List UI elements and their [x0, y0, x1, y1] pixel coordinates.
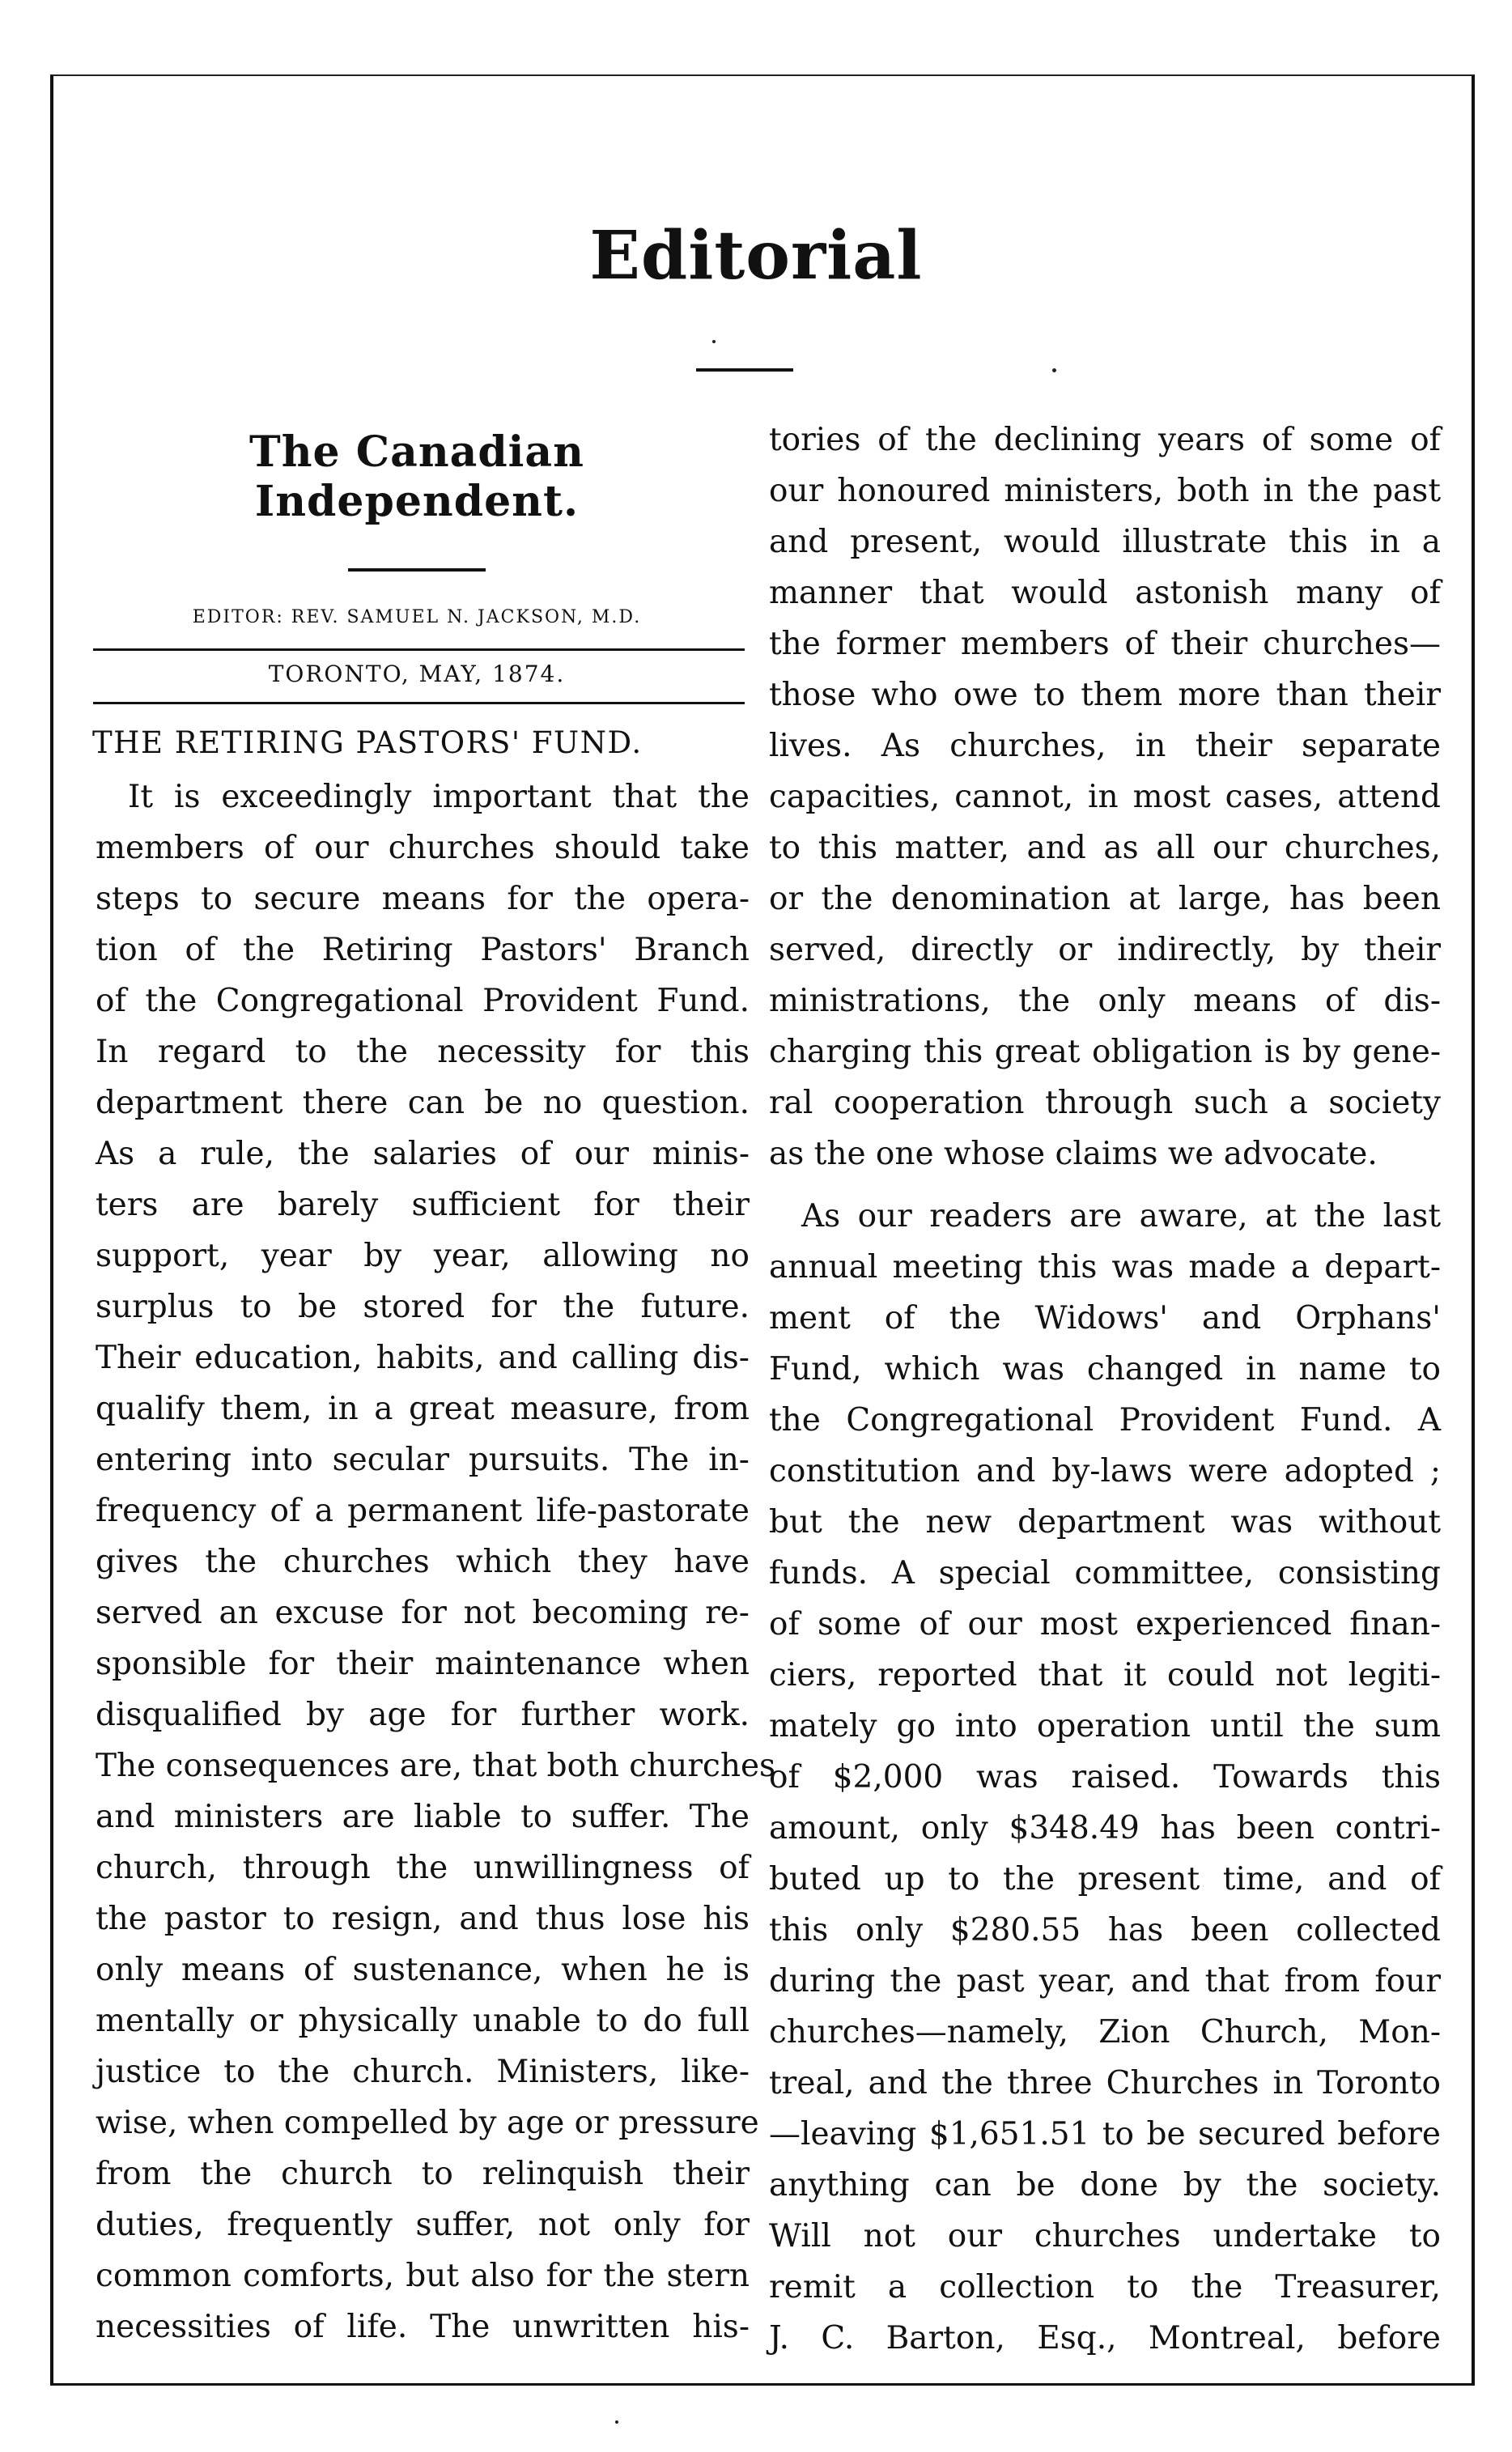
- text-line: support, year by year, allowing no: [96, 1238, 750, 1274]
- text-line: ment of the Widows' and Orphans': [769, 1300, 1441, 1336]
- text-line: of $2,000 was raised. Towards this: [769, 1759, 1441, 1795]
- text-line: of some of our most experienced finan-: [769, 1606, 1441, 1642]
- text-line: constitution and by-laws were adopted ;: [769, 1453, 1441, 1489]
- article-title: THE RETIRING PASTORS' FUND.: [92, 725, 643, 760]
- text-line: common comforts, but also for the stern: [96, 2258, 750, 2294]
- text-line: and ministers are liable to suffer. The: [96, 1799, 750, 1835]
- text-line: —leaving $1,651.51 to be secured before: [769, 2116, 1441, 2152]
- print-speck: [1052, 368, 1056, 372]
- article-body-left: [96, 771, 776, 2352]
- text-line: or the denomination at large, has been: [769, 881, 1441, 917]
- left-column: [81, 421, 776, 2352]
- text-line: Their education, habits, and calling dis-: [96, 1340, 750, 1376]
- text-line: the Congregational Provident Fund. A: [769, 1402, 1441, 1438]
- text-line: ral cooperation through such a society: [769, 1085, 1441, 1121]
- text-line: lives. As churches, in their separate: [769, 728, 1441, 764]
- text-line: As our readers are aware, at the last: [801, 1198, 1441, 1234]
- text-line: annual meeting this was made a depart-: [769, 1249, 1441, 1285]
- text-line: duties, frequently suffer, not only for: [96, 2207, 750, 2243]
- paper-name-rule: [348, 568, 486, 572]
- section-title: Editorial: [589, 217, 923, 295]
- text-line: ministrations, the only means of dis-: [769, 983, 1441, 1019]
- text-line: from the church to relinquish their: [96, 2156, 750, 2192]
- text-line: but the new department was without: [769, 1504, 1441, 1540]
- text-line: of the Congregational Provident Fund.: [96, 983, 750, 1019]
- title-rule: [696, 368, 793, 372]
- text-line: surplus to be stored for the future.: [96, 1289, 750, 1325]
- editor-line: EDITOR: REV. SAMUEL N. JACKSON, M.D.: [192, 607, 642, 627]
- paragraph-gap: [769, 1179, 1441, 1191]
- text-line: treal, and the three Churches in Toronto: [769, 2065, 1441, 2101]
- text-line: qualify them, in a great measure, from: [96, 1391, 750, 1427]
- text-line: mentally or physically unable to do full: [96, 2003, 750, 2039]
- text-line: charging this great obligation is by gene-: [769, 1034, 1441, 1070]
- text-line: manner that would astonish many of: [769, 575, 1441, 611]
- text-line: the former members of their churches—: [769, 626, 1441, 662]
- text-line: The consequences are, that both churches: [96, 1748, 776, 1784]
- issue-date: TORONTO, MAY, 1874.: [268, 661, 566, 687]
- right-column: [769, 421, 1441, 2364]
- text-line: this only $280.55 has been collected: [769, 1912, 1441, 1948]
- text-line: as the one whose claims we advocate.: [769, 1136, 1378, 1172]
- text-line: church, through the unwillingness of: [96, 1850, 750, 1886]
- text-line: Fund, which was changed in name to: [769, 1351, 1441, 1387]
- text-line: served an excuse for not becoming re-: [96, 1595, 750, 1631]
- text-line: Will not our churches undertake to: [769, 2218, 1441, 2254]
- text-line: necessities of life. The unwritten his-: [96, 2309, 750, 2345]
- text-line: only means of sustenance, when he is: [96, 1952, 750, 1988]
- text-line: to this matter, and as all our churches,: [769, 830, 1441, 866]
- text-line: capacities, cannot, in most cases, attend: [769, 779, 1441, 815]
- text-line: and present, would illustrate this in a: [769, 524, 1441, 560]
- print-speck: [615, 2420, 618, 2424]
- text-line: those who owe to them more than their: [769, 677, 1441, 713]
- text-line: the pastor to resign, and thus lose his: [96, 1901, 750, 1937]
- text-line: justice to the church. Ministers, like-: [96, 2054, 750, 2090]
- text-line: anything can be done by the society.: [769, 2167, 1441, 2203]
- text-line: buted up to the present time, and of: [769, 1861, 1441, 1897]
- text-line: mately go into operation until the sum: [769, 1708, 1441, 1744]
- text-line: J. C. Barton, Esq., Montreal, before: [769, 2320, 1441, 2356]
- text-line: funds. A special committee, consisting: [769, 1555, 1441, 1591]
- text-line: disqualified by age for further work.: [96, 1697, 750, 1733]
- text-line: our honoured ministers, both in the past: [769, 473, 1441, 509]
- text-line: It is exceedingly important that the: [128, 779, 750, 815]
- article-body-right: [769, 414, 1441, 2364]
- text-line: amount, only $348.49 has been contri-: [769, 1810, 1441, 1846]
- text-line: remit a collection to the Treasurer,: [769, 2269, 1441, 2305]
- text-line: In regard to the necessity for this: [96, 1034, 750, 1070]
- text-line: ciers, reported that it could not legiti-: [769, 1657, 1441, 1693]
- text-line: entering into secular pursuits. The in-: [96, 1442, 750, 1478]
- print-speck: [712, 340, 716, 343]
- paper-name: The Canadian Independent.: [249, 427, 584, 526]
- text-line: department there can be no question.: [96, 1085, 750, 1121]
- text-line: churches—namely, Zion Church, Mon-: [769, 2014, 1441, 2050]
- text-line: frequency of a permanent life-pastorate: [96, 1493, 750, 1529]
- date-rule-bottom: [93, 702, 745, 704]
- text-line: members of our churches should take: [96, 830, 750, 866]
- text-line: during the past year, and that from four: [769, 1963, 1441, 1999]
- text-line: tories of the declining years of some of: [769, 422, 1441, 458]
- text-line: tion of the Retiring Pastors' Branch: [96, 932, 750, 968]
- text-line: steps to secure means for the opera-: [96, 881, 750, 917]
- text-line: wise, when compelled by age or pressure: [96, 2105, 759, 2141]
- text-line: gives the churches which they have: [96, 1544, 750, 1580]
- text-line: As a rule, the salaries of our minis-: [96, 1136, 750, 1172]
- text-line: ters are barely sufficient for their: [96, 1187, 750, 1223]
- text-line: served, directly or indirectly, by their: [769, 932, 1441, 968]
- date-rule-top: [93, 648, 745, 651]
- text-line: sponsible for their maintenance when: [96, 1646, 750, 1682]
